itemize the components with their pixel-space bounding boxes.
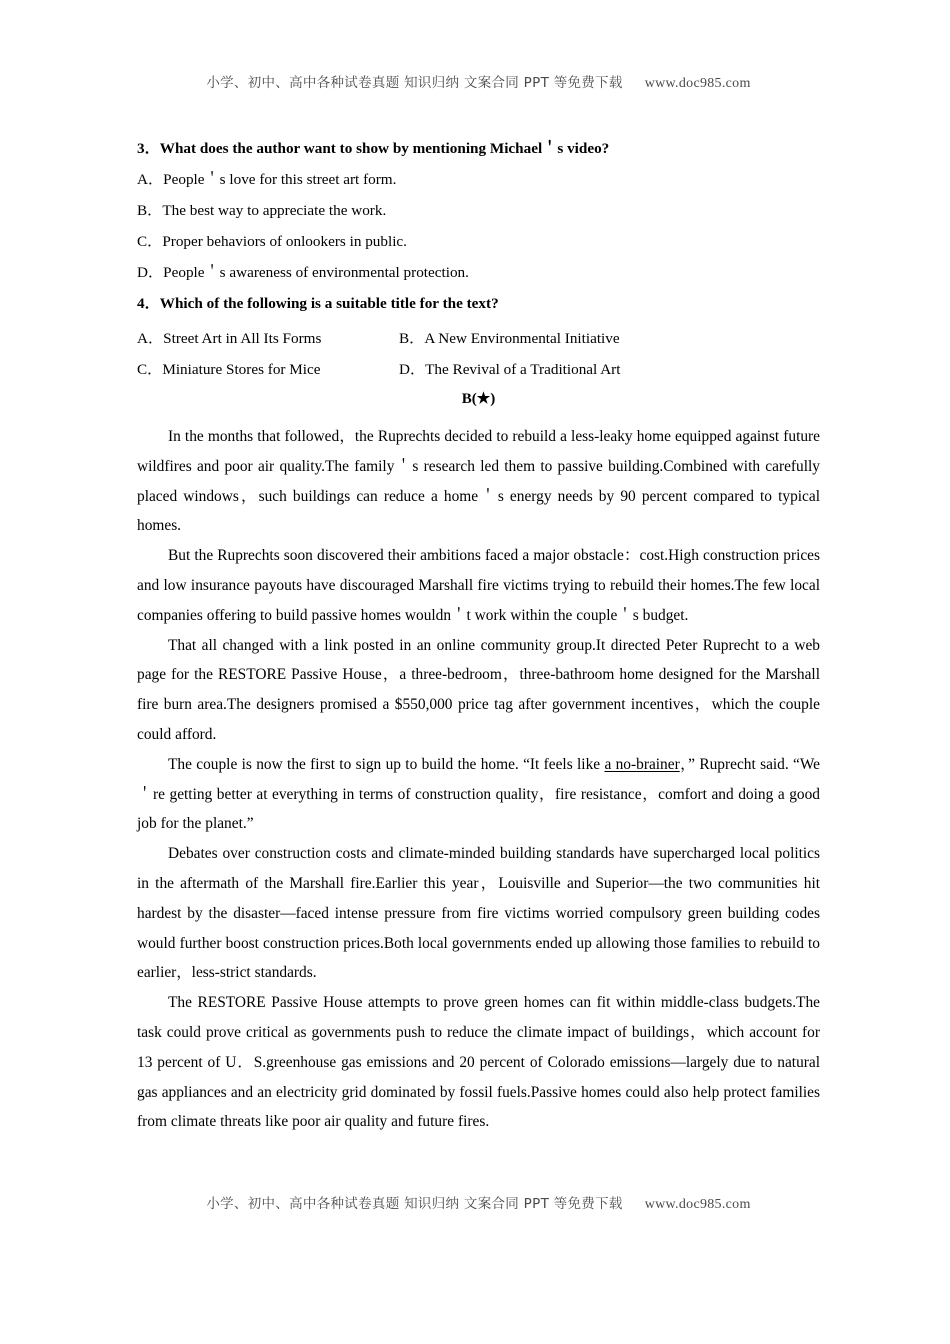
option-text: Street Art in All Its Forms <box>163 330 322 347</box>
option-label: C． <box>137 361 163 378</box>
header-watermark-text: 小学、初中、高中各种试卷真题 知识归纳 文案合同 PPT 等免费下载 <box>206 75 623 91</box>
question-4-option-d[interactable] <box>399 358 620 379</box>
question-4-option-a[interactable] <box>137 327 321 348</box>
question-3-text: What does the author want to show by mentioning Michael＇s video? <box>159 140 610 157</box>
option-text: People＇s love for this street art form. <box>163 171 397 188</box>
option-text: People＇s awareness of environmental protection. <box>163 264 469 281</box>
passage-paragraph-1: In the months that followed，the Ruprechts decided to rebuild a less-leaky home equipped against future wildfires and poor air quality.The family＇s research led them to passive building.Combined with carefully placed windows，such buildings can reduce a home＇s energy needs by 90 percent compared to typical homes. <box>137 428 820 535</box>
question-4-option-c[interactable] <box>137 358 321 379</box>
quote-before: The couple is now the first to sign up to build the home. “It feels like <box>168 755 605 773</box>
footer-watermark-url: www.doc985.com <box>644 1197 751 1212</box>
option-label: B． <box>137 202 163 219</box>
passage-paragraph-2: But the Ruprechts soon discovered their ambitions faced a major obstacle：cost.High construction prices and low insurance payouts have discouraged Marshall fire victims trying to rebuild their homes.The few local companies offering to build passive homes wouldn＇t work within the couple＇s budget. <box>137 547 820 624</box>
document-content <box>137 141 820 1137</box>
question-4-number: 4． <box>137 295 160 312</box>
quote-after: ，” Ruprecht said. “We＇re getting better at everything in terms of construction quality，fire resistance，comfort and doing a good job for the planet.” <box>137 755 821 833</box>
option-text: The best way to appreciate the work. <box>162 202 387 219</box>
footer-watermark <box>137 1192 820 1213</box>
passage-paragraph-6: The RESTORE Passive House attempts to prove green homes can fit within middle-class budgets.The task could prove critical as governments push to reduce the climate impact of buildings，which account for 13 percent of U．S.greenhouse gas emissions and 20 percent of Colorado emissions—largely due to natural gas appliances and an electricity grid dominated by fossil fuels.Passive homes could also help protect families from climate threats like poor air quality and future fires. <box>137 994 820 1131</box>
option-text: Proper behaviors of onlookers in public. <box>162 233 407 250</box>
question-4-option-b[interactable] <box>399 327 620 348</box>
question-3-option-d[interactable] <box>137 265 820 296</box>
question-4-stem <box>137 296 820 327</box>
passage-paragraph-4-quote <box>137 750 820 839</box>
question-4-text: Which of the following is a suitable title for the text? <box>159 295 499 312</box>
option-label: A． <box>137 330 164 347</box>
question-3-option-a[interactable] <box>137 172 820 203</box>
question-4-options-row-1 <box>137 327 820 358</box>
footer-watermark-text: 小学、初中、高中各种试卷真题 知识归纳 文案合同 PPT 等免费下载 <box>206 1196 623 1212</box>
question-3-option-c[interactable] <box>137 234 820 265</box>
option-label: B． <box>399 330 425 347</box>
question-3-number: 3． <box>137 140 160 157</box>
underlined-phrase: a no-brainer <box>604 755 680 773</box>
section-heading: B(★) <box>461 391 496 407</box>
option-label: A． <box>137 171 164 188</box>
question-4-options-row-2 <box>137 358 820 389</box>
question-3-stem <box>137 141 820 172</box>
option-label: D． <box>399 361 426 378</box>
option-label: C． <box>137 233 163 250</box>
option-text: Miniature Stores for Mice <box>162 361 321 378</box>
question-3-option-b[interactable] <box>137 203 820 234</box>
option-text: The Revival of a Traditional Art <box>425 361 621 378</box>
option-label: D． <box>137 264 164 281</box>
passage-paragraph-3: That all changed with a link posted in an online community group.It directed Peter Ruprecht to a web page for the RESTORE Passive House，a three-bedroom，three-bathroom home designed for the Marshall fire burn area.The designers promised a $550,000 price tag after government incentives，which the couple could afford. <box>137 636 820 743</box>
header-watermark-url: www.doc985.com <box>644 76 751 91</box>
option-text: A New Environmental Initiative <box>424 330 620 347</box>
header-watermark <box>137 71 820 92</box>
passage-paragraph-5: Debates over construction costs and climate-minded building standards have supercharged local politics in the aftermath of the Marshall fire.Earlier this year，Louisville and Superior—the two communities hit hardest by the disaster—faced intense pressure from fire victims worried compulsory green building codes would further boost construction prices.Both local governments ended up allowing those families to rebuild to earlier，less-strict standards. <box>137 845 820 982</box>
